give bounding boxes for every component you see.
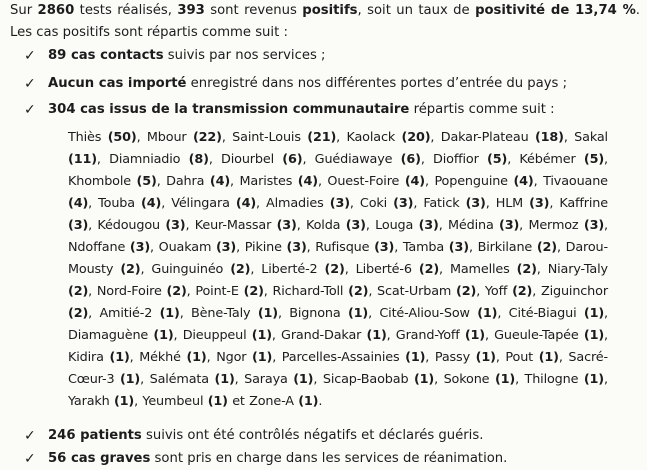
locality-name: Kaolack — [346, 130, 396, 145]
locality-count: (1) — [214, 372, 235, 387]
locality-count: (22) — [192, 130, 222, 145]
locality-entry — [315, 240, 394, 255]
locality-name: Cité-Biagui — [508, 306, 577, 321]
locality-count: (1) — [538, 350, 559, 365]
locality-name: Yeumbeul — [142, 394, 204, 409]
locality-count: (1) — [366, 328, 387, 343]
locality-count: (1) — [583, 372, 605, 387]
locality-entry — [191, 306, 278, 321]
locality-name: Ndoffane — [68, 240, 126, 255]
locality-name: Saint-Louis — [232, 130, 301, 145]
locality-name: Mermoz — [528, 218, 579, 233]
locality-name: Yoff — [484, 284, 508, 299]
locality-entry — [282, 350, 426, 365]
locality-entry — [356, 262, 439, 277]
locality-count: (4) — [513, 174, 534, 189]
locality-name: Ziguinchor — [540, 284, 608, 299]
locality-entry — [494, 328, 604, 343]
locality-count: (3) — [276, 218, 297, 233]
locality-count: (21) — [307, 130, 337, 145]
locality-entry — [448, 218, 519, 233]
locality-count: (18) — [534, 130, 564, 145]
locality-name: Mamelles — [449, 262, 510, 277]
locality-entry — [509, 306, 604, 321]
locality-entry — [505, 350, 558, 365]
locality-entry — [289, 306, 368, 321]
locality-entry — [444, 372, 516, 387]
locality-count: (6) — [282, 152, 303, 167]
locality-name: Saraya — [244, 372, 288, 387]
locality-name: Vélingara — [171, 196, 230, 211]
locality-count: (1) — [583, 306, 605, 321]
locality-entry — [195, 218, 297, 233]
locality-count: (2) — [516, 262, 537, 277]
locality-count: (1) — [413, 372, 435, 387]
locality-name: HLM — [495, 196, 524, 211]
locality-name: Kédougou — [97, 218, 160, 233]
locality-name: Scat-Urbam — [377, 284, 452, 299]
locality-entry — [147, 130, 222, 145]
locality-name: Kaffrine — [559, 196, 608, 211]
intro-text-1: Sur — [10, 3, 38, 18]
locality-entry — [97, 218, 185, 233]
locality-name: Sakal — [574, 130, 608, 145]
locality-entry — [434, 174, 533, 189]
intro-text-4: , soit un taux de — [357, 3, 476, 18]
item-bold: 56 cas graves — [48, 451, 151, 466]
locality-name: Thiès — [68, 130, 102, 145]
list-item — [24, 448, 618, 470]
locality-entry — [315, 152, 421, 167]
locality-entry — [375, 218, 439, 233]
locality-name: Nord-Foire — [96, 284, 162, 299]
locality-count: (5) — [487, 152, 508, 167]
locality-count: (2) — [68, 306, 89, 321]
locality-name: Cité-Aliou-Sow — [379, 306, 470, 321]
check-icon: ✓ — [24, 451, 36, 467]
locality-name: Almadies — [266, 196, 324, 211]
locality-entry — [433, 152, 507, 167]
locality-name: Salémata — [149, 372, 209, 387]
locality-name: Rufisque — [315, 240, 370, 255]
locality-count: (4) — [297, 174, 318, 189]
locality-name: Point-E — [195, 284, 239, 299]
locality-entry — [435, 350, 496, 365]
locality-count: (1) — [257, 306, 278, 321]
locality-name: Mékhé — [139, 350, 181, 365]
positives-count: 393 — [177, 3, 205, 18]
locality-count: (1) — [293, 372, 314, 387]
locality-count: (1) — [494, 372, 516, 387]
positivity-rate: positivité de 13,74 % — [475, 3, 636, 18]
item-bold: 304 cas issus de la transmission communautaire — [48, 102, 410, 117]
locality-name: Guinguinéo — [151, 262, 224, 277]
locality-name: Sicap-Baobab — [322, 372, 409, 387]
locality-count: (1) — [109, 350, 130, 365]
locality-count: (1) — [207, 394, 228, 409]
locality-count: (1) — [347, 306, 369, 321]
localities-paragraph: Thiès (50), Mbour (22), Saint-Louis (21), Kaolack (20), Dakar-Plateau (18), Sakal (11), Diamniadio (8), Diourbel (6), Guédiawaye (6), Dioffior (5), Kébémer (5), Khombole (5), Dahra (4), Maristes (4), Ouest-Foire (4), Popenguine (4), Tivaouane (4), Touba (4), Vélingara (4), Almadies (3), Coki (3), Fatick (3), HLM (3), Kaffrine (3), Kédougou (3), Keur-Massar (3), Kolda (3), Louga (3), Médina (3), Mermoz (3), Ndoffane (3), Ouakam (3), Pikine (3), Rufisque (3), Tamba (3), Birkilane (2), Darou-Mousty (2), Guinguinéo (2), Liberté-2 (2), Liberté-6 (2), Mamelles (2), Niary-Taly (2), Nord-Foire (2), Point-E (2), Richard-Toll (2), Scat-Urbam (2), Yoff (2), Ziguinchor (2), Amitié-2 (1), Bène-Taly (1), Bignona (1), Cité-Aliou-Sow (1), Cité-Biagui (1), Diamaguène (1), Dieuppeul (1), Grand-Dakar (1), Grand-Yoff (1), Gueule-Tapée (1), Kidira (1), Mékhé (1), Ngor (1), Parcelles-Assainies (1), Passy (1), Pout (1), Sacré-Cœur-3 (1), Salémata (1), Saraya (1), Sicap-Baobab (1), Sokone (1), Thilogne (1), Yarakh (1), Yeumbeul (1) et Zone-A (1). — [68, 130, 608, 409]
item-bold: 89 cas contacts — [48, 48, 164, 63]
locality-entry — [525, 372, 604, 387]
locality-count: (2) — [418, 262, 440, 277]
intro-text-3: sont revenus — [204, 3, 303, 18]
locality-name: Parcelles-Assainies — [281, 350, 400, 365]
intro-paragraph — [10, 0, 640, 44]
locality-name: Guédiawaye — [314, 152, 393, 167]
locality-entry — [377, 284, 476, 299]
locality-entry — [485, 284, 532, 299]
locality-name: Zone-A — [249, 394, 294, 409]
locality-entry — [281, 328, 387, 343]
locality-count: (1) — [119, 372, 141, 387]
tests-count: 2860 — [37, 3, 75, 18]
locality-name: Pout — [505, 350, 534, 365]
locality-name: Touba — [98, 196, 135, 211]
locality-count: (2) — [243, 284, 264, 299]
locality-name: Diourbel — [221, 152, 274, 167]
locality-count: (1) — [464, 328, 485, 343]
locality-entry — [139, 350, 206, 365]
locality-count: (3) — [215, 240, 237, 255]
locality-entry — [68, 328, 174, 343]
locality-count: (2) — [456, 284, 477, 299]
locality-entry — [249, 394, 318, 409]
locality-entry — [273, 284, 369, 299]
locality-name: Bène-Taly — [191, 306, 251, 321]
locality-entry — [441, 130, 564, 145]
locality-entry — [99, 306, 179, 321]
locality-entry — [306, 218, 366, 233]
locality-count: (2) — [230, 262, 251, 277]
locality-name: Popenguine — [434, 174, 508, 189]
locality-entry — [379, 306, 497, 321]
locality-count: (2) — [166, 284, 187, 299]
locality-entry — [232, 130, 336, 145]
locality-name: Kébémer — [519, 152, 576, 167]
locality-name: Ouest-Foire — [327, 174, 400, 189]
locality-count: (1) — [298, 394, 319, 409]
locality-entry — [261, 262, 344, 277]
locality-count: (2) — [120, 262, 141, 277]
locality-count: (2) — [324, 262, 345, 277]
locality-name: Thilogne — [524, 372, 579, 387]
locality-entry — [244, 372, 313, 387]
locality-entry — [346, 130, 430, 145]
locality-count: (3) — [165, 218, 186, 233]
item-text: enregistré dans nos différentes portes d’entrée du pays ; — [186, 76, 568, 91]
locality-entry — [68, 350, 130, 365]
list-item — [24, 73, 618, 95]
locality-count: (1) — [113, 394, 135, 409]
locality-name: Dahra — [166, 174, 205, 189]
locality-name: Niary-Taly — [547, 262, 608, 277]
locality-count: (3) — [345, 218, 366, 233]
item-text: sont pris en charge dans les services de réanimation. — [150, 451, 508, 466]
locality-count: (3) — [499, 218, 520, 233]
locality-entry — [166, 174, 230, 189]
locality-entry — [450, 262, 537, 277]
locality-name: Fatick — [423, 196, 460, 211]
locality-name: Birkilane — [477, 240, 533, 255]
locality-count: (3) — [286, 240, 307, 255]
locality-name: Yarakh — [68, 394, 110, 409]
locality-name: Kolda — [306, 218, 341, 233]
locality-entry — [98, 196, 161, 211]
check-icon: ✓ — [24, 48, 36, 64]
check-icon: ✓ — [24, 428, 36, 444]
locality-name: Tivaouane — [543, 174, 608, 189]
locality-name: Gueule-Tapée — [494, 328, 579, 343]
locality-entry — [323, 372, 434, 387]
locality-name: Maristes — [239, 174, 293, 189]
locality-count: (3) — [583, 218, 605, 233]
locality-name: Diamaguène — [68, 328, 149, 343]
locality-name: Keur-Massar — [194, 218, 272, 233]
locality-entry — [221, 152, 302, 167]
list-item — [24, 425, 618, 447]
locality-count: (5) — [583, 152, 605, 167]
locality-entry — [68, 394, 134, 409]
locality-name: Sokone — [443, 372, 490, 387]
item-text: répartis comme suit : — [409, 102, 555, 117]
locality-count: (4) — [209, 174, 231, 189]
item-bold: Aucun cas importé — [48, 76, 187, 91]
locality-count: (3) — [465, 196, 486, 211]
locality-name: Diamniadio — [109, 152, 181, 167]
locality-count: (3) — [129, 240, 151, 255]
locality-name: Coki — [359, 196, 388, 211]
locality-entry — [327, 174, 425, 189]
locality-count: (3) — [393, 196, 414, 211]
locality-count: (8) — [188, 152, 209, 167]
locality-count: (2) — [536, 240, 558, 255]
locality-name: Richard-Toll — [272, 284, 344, 299]
locality-entry — [97, 284, 187, 299]
positive-word: positifs — [302, 3, 358, 18]
locality-entry — [528, 218, 604, 233]
locality-name: Pikine — [244, 240, 282, 255]
locality-count: (2) — [512, 284, 533, 299]
locality-name: Liberté-2 — [261, 262, 318, 277]
locality-count: (3) — [529, 196, 550, 211]
locality-name: Kidira — [68, 350, 104, 365]
locality-entry — [183, 328, 272, 343]
locality-name: Médina — [448, 218, 494, 233]
locality-count: (20) — [401, 130, 431, 145]
locality-name: Dieuppeul — [182, 328, 247, 343]
locality-name: Khombole — [68, 174, 131, 189]
locality-entry — [159, 240, 236, 255]
locality-count: (1) — [251, 328, 272, 343]
locality-count: (5) — [136, 174, 157, 189]
locality-entry — [396, 328, 485, 343]
locality-entry — [216, 350, 272, 365]
locality-entry — [68, 240, 150, 255]
locality-count: (3) — [448, 240, 469, 255]
locality-entry — [496, 196, 550, 211]
locality-count: (2) — [348, 284, 369, 299]
locality-count: (1) — [252, 350, 273, 365]
item-text: suivis ont été contrôlés négatifs et déclarés guéris. — [141, 428, 484, 443]
locality-count: (4) — [141, 196, 162, 211]
item-text: suivis par nos services ; — [163, 48, 326, 63]
locality-count: (2) — [68, 284, 89, 299]
locality-count: (4) — [68, 196, 89, 211]
locality-entry — [142, 394, 228, 409]
locality-count: (6) — [400, 152, 421, 167]
locality-name: Amitié-2 — [99, 306, 153, 321]
locality-entry — [68, 130, 137, 145]
locality-entry — [266, 196, 350, 211]
locality-name: Dakar-Plateau — [440, 130, 529, 145]
list-item — [24, 99, 618, 121]
locality-count: (3) — [418, 218, 439, 233]
locality-name: Louga — [375, 218, 414, 233]
locality-entry — [151, 262, 250, 277]
locality-count: (11) — [68, 152, 97, 167]
locality-count: (4) — [235, 196, 257, 211]
locality-name: Grand-Yoff — [395, 328, 460, 343]
locality-name: Passy — [434, 350, 471, 365]
locality-name: Mbour — [146, 130, 187, 145]
locality-name: Sacré-Cœur-3 — [68, 350, 608, 387]
locality-entry — [150, 372, 235, 387]
check-icon: ✓ — [24, 76, 36, 92]
locality-count: (3) — [329, 196, 350, 211]
locality-count: (1) — [475, 350, 496, 365]
locality-name: Bignona — [289, 306, 341, 321]
locality-name: Tamba — [402, 240, 445, 255]
locality-count: (1) — [153, 328, 174, 343]
locality-entry — [240, 174, 318, 189]
locality-entry — [171, 196, 256, 211]
locality-entry — [403, 240, 469, 255]
item-bold: 246 patients — [48, 428, 142, 443]
locality-entry — [245, 240, 307, 255]
locality-entry — [109, 152, 209, 167]
locality-name: Liberté-6 — [355, 262, 412, 277]
locality-name: Ngor — [216, 350, 247, 365]
intro-text-2: tests réalisés, — [74, 3, 178, 18]
locality-entry — [195, 284, 263, 299]
locality-name: Dioffior — [433, 152, 479, 167]
intro-text-5: . Les cas positifs sont répartis comme suit : — [10, 3, 640, 40]
locality-entry — [423, 196, 485, 211]
locality-entry — [360, 196, 413, 211]
locality-entry — [68, 174, 157, 189]
check-icon: ✓ — [24, 102, 36, 118]
locality-name: Darou-Mousty — [68, 240, 608, 277]
locality-count: (4) — [404, 174, 425, 189]
list-item — [24, 45, 618, 67]
locality-count: (1) — [186, 350, 207, 365]
locality-count: (1) — [583, 328, 605, 343]
locality-count: (3) — [68, 218, 89, 233]
locality-entry — [519, 152, 604, 167]
locality-count: (50) — [107, 130, 137, 145]
locality-name: Ouakam — [158, 240, 212, 255]
locality-count: (1) — [159, 306, 180, 321]
locality-count: (1) — [405, 350, 426, 365]
locality-entry — [478, 240, 557, 255]
locality-count: (1) — [477, 306, 498, 321]
locality-name: Grand-Dakar — [281, 328, 362, 343]
locality-count: (3) — [374, 240, 395, 255]
